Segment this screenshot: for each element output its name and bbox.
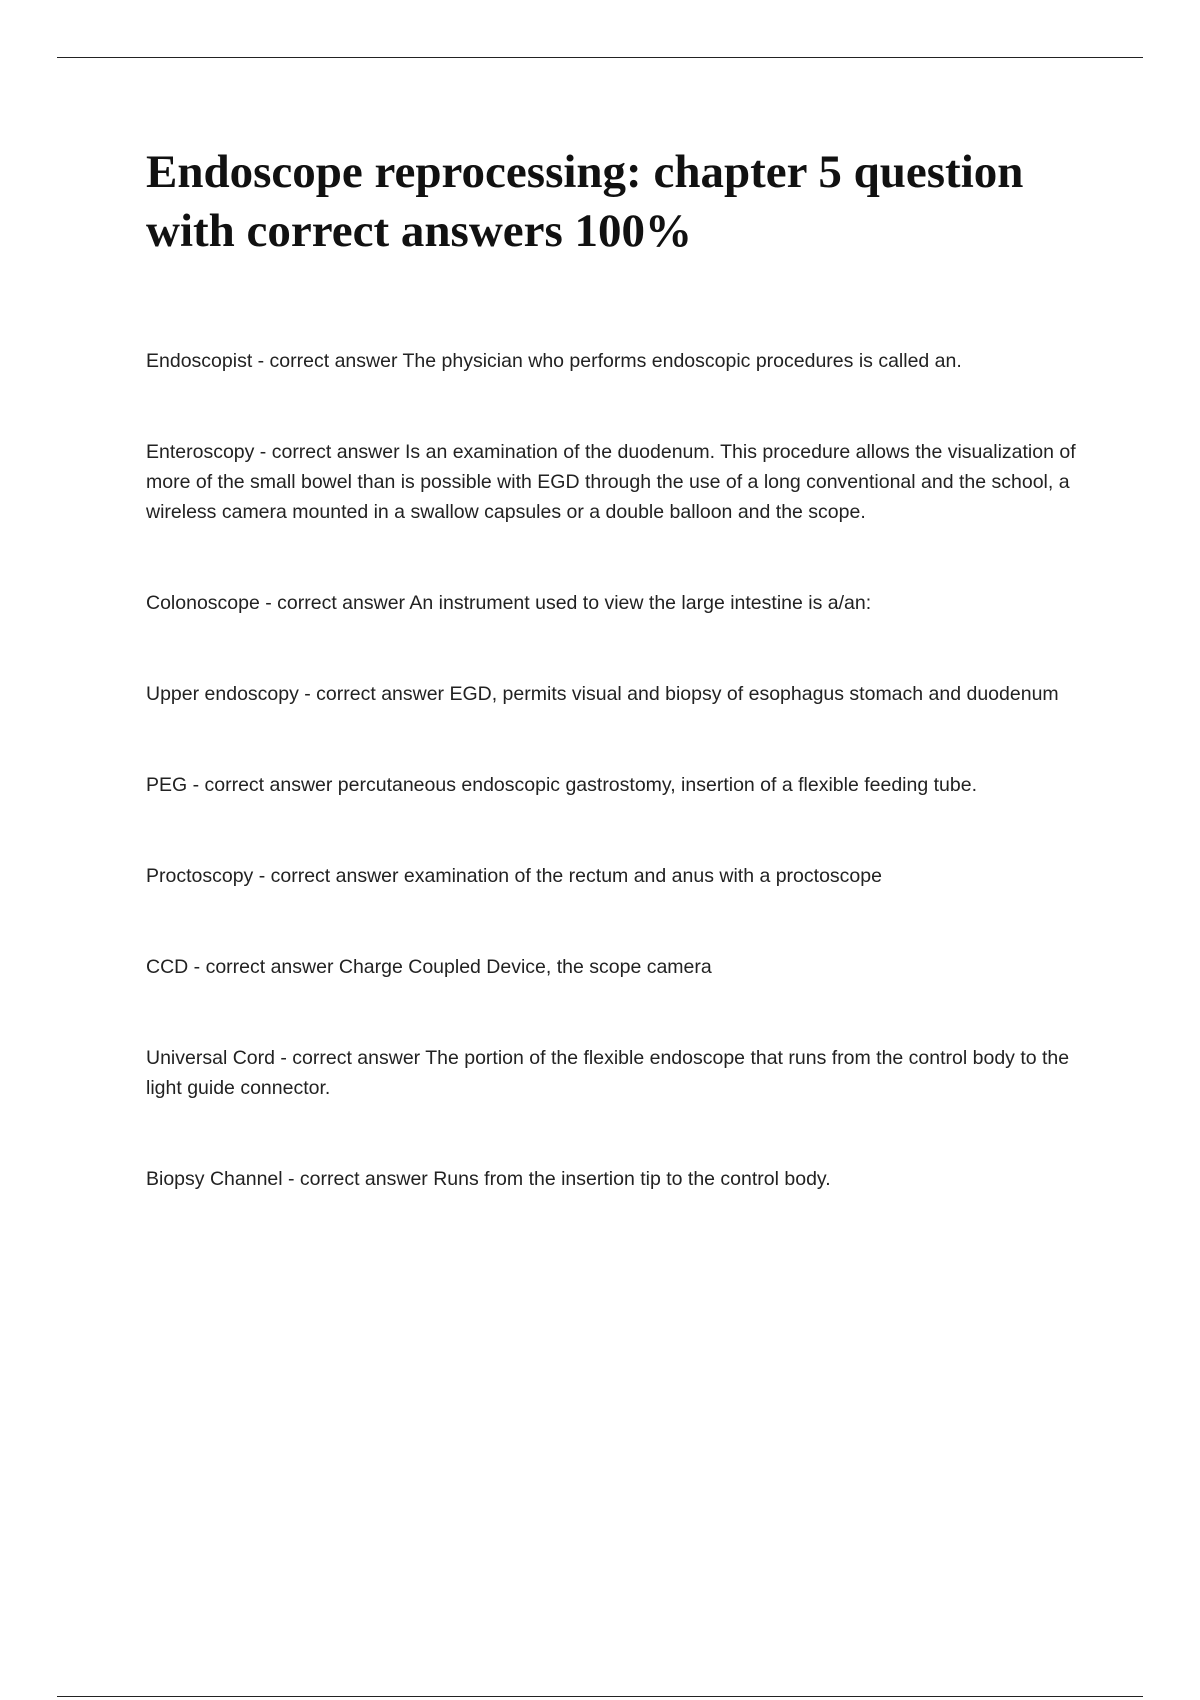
qa-entry-endoscopist: Endoscopist - correct answer The physician who performs endoscopic procedures is called an. <box>146 350 962 372</box>
qa-entry-universal-cord: Universal Cord - correct answer The portion of the flexible endoscope that runs from the control body to the light guide connector. <box>146 1047 1070 1099</box>
qa-entry-biopsy-channel: Biopsy Channel - correct answer Runs from the insertion tip to the control body. <box>146 1168 831 1190</box>
top-divider <box>57 57 1143 58</box>
qa-list <box>146 346 1096 1255</box>
document-title: Endoscope reprocessing: chapter 5 question with correct answers 100% <box>146 146 1024 257</box>
qa-entry-colonoscope: Colonoscope - correct answer An instrument used to view the large intestine is a/an: <box>146 592 872 614</box>
qa-entry-ccd: CCD - correct answer Charge Coupled Device, the scope camera <box>146 956 712 978</box>
qa-entry-enteroscopy: Enteroscopy - correct answer Is an examination of the duodenum. This procedure allows the visualization of more of the small bowel than is possible with EGD through the use of a long conventional and the school, a wireless camera mounted in a swallow capsules or a double balloon and the scope. <box>146 441 1076 523</box>
qa-entry-peg: PEG - correct answer percutaneous endoscopic gastrostomy, insertion of a flexible feeding tube. <box>146 774 977 796</box>
qa-entry-proctoscopy: Proctoscopy - correct answer examination of the rectum and anus with a proctoscope <box>146 865 882 887</box>
bottom-divider <box>57 1696 1143 1697</box>
qa-entry-upper-endoscopy: Upper endoscopy - correct answer EGD, permits visual and biopsy of esophagus stomach and duodenum <box>146 683 1059 705</box>
